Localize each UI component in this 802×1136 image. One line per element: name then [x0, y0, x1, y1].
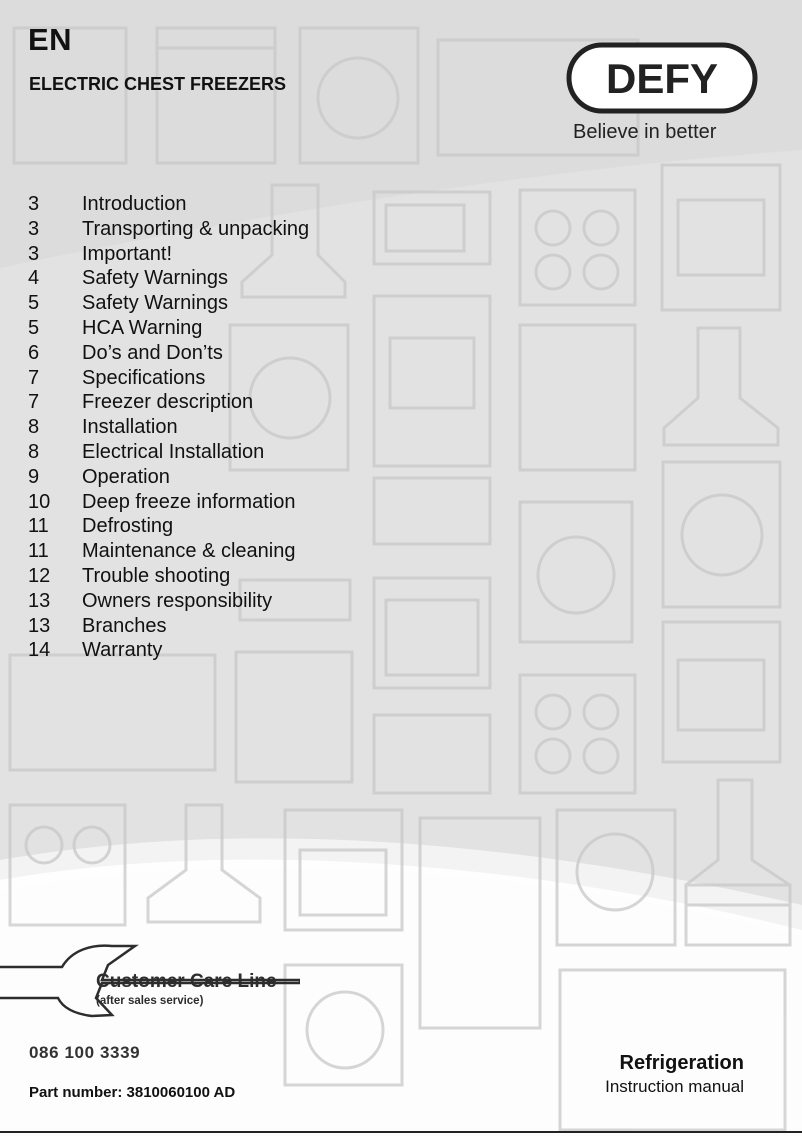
toc-title: Trouble shooting [82, 564, 231, 587]
toc-page-number: 5 [28, 316, 40, 339]
toc-item [28, 465, 309, 490]
toc-page-number: 9 [28, 465, 40, 488]
product-title: ELECTRIC CHEST FREEZERS [29, 74, 287, 94]
toc-page-number: 5 [28, 292, 40, 315]
toc-item [28, 242, 309, 267]
toc-page-number: 11 [28, 515, 49, 538]
table-of-contents [28, 192, 309, 663]
toc-item [28, 217, 309, 242]
toc-item [28, 266, 309, 291]
toc-title: Important! [82, 242, 173, 265]
toc-page-number: 4 [28, 267, 40, 290]
toc-title: Maintenance & cleaning [82, 540, 296, 563]
toc-item [28, 490, 309, 515]
customer-care-subtitle: (after sales service) [96, 995, 204, 1007]
toc-item [28, 390, 309, 415]
defy-logo [566, 42, 758, 114]
customer-care-title: Customer Care Line [96, 971, 277, 992]
toc-item [28, 614, 309, 639]
toc-title: Specifications [82, 366, 206, 389]
toc-title: Owners responsibility [82, 589, 273, 612]
toc-title: Introduction [82, 193, 187, 215]
toc-page-number: 3 [28, 242, 40, 265]
customer-care-phone: 086 100 3339 [29, 1043, 141, 1062]
brand-tagline: Believe in better [573, 121, 717, 143]
document-type: Instruction manual [605, 1077, 744, 1096]
toc-title: Defrosting [82, 515, 174, 538]
toc-title: HCA Warning [82, 316, 203, 339]
toc-item [28, 415, 309, 440]
toc-title: Branches [82, 614, 167, 637]
toc-page-number: 8 [28, 440, 40, 463]
toc-page-number: 11 [28, 540, 49, 563]
toc-page-number: 14 [28, 639, 51, 662]
toc-item [28, 440, 309, 465]
toc-page-number: 3 [28, 193, 40, 215]
toc-item [28, 564, 309, 589]
toc-title: Operation [82, 465, 170, 488]
toc-page-number: 7 [28, 391, 40, 414]
toc-page-number: 13 [28, 614, 51, 637]
language-code: EN [28, 22, 73, 57]
toc-title: Transporting & unpacking [82, 217, 310, 240]
bottom-rule [0, 1131, 802, 1133]
toc-title: Safety Warnings [82, 267, 228, 290]
manual-category: Refrigeration [619, 1052, 744, 1074]
toc-item [28, 539, 309, 564]
toc-item [28, 366, 309, 391]
toc-item [28, 341, 309, 366]
toc-title: Do’s and Don’ts [82, 341, 223, 364]
toc-page-number: 6 [28, 341, 40, 364]
toc-title: Installation [82, 416, 178, 439]
toc-title: Safety Warnings [82, 292, 228, 315]
toc-page-number: 12 [28, 564, 51, 587]
toc-item [28, 638, 309, 663]
toc-item [28, 316, 309, 341]
toc-page-number: 8 [28, 416, 40, 439]
toc-item [28, 514, 309, 539]
toc-item [28, 192, 309, 217]
logo-wordmark: DEFY [605, 55, 719, 102]
toc-title: Freezer description [82, 391, 254, 414]
toc-page-number: 13 [28, 589, 51, 612]
toc-title: Electrical Installation [82, 440, 265, 463]
toc-item [28, 291, 309, 316]
toc-item [28, 589, 309, 614]
toc-title: Warranty [82, 639, 163, 662]
toc-page-number: 7 [28, 366, 40, 389]
part-number: Part number: 3810060100 AD [29, 1084, 236, 1101]
toc-page-number: 3 [28, 217, 40, 240]
toc-page-number: 10 [28, 490, 51, 513]
toc-title: Deep freeze information [82, 490, 296, 513]
